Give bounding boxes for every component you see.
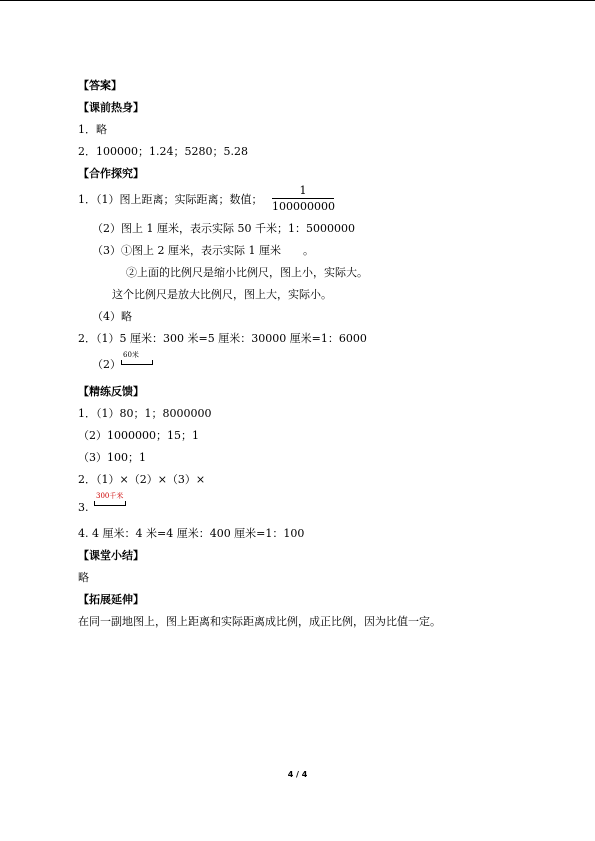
explore-line-6: （4）略 <box>92 310 132 323</box>
fraction-bar <box>272 198 334 199</box>
explore-line-5: 这个比例尺是放大比例尺，图上大，实际小。 <box>112 288 332 301</box>
practice-line-3: （3）100；1 <box>78 451 146 464</box>
heading-practice: 【精练反馈】 <box>78 385 144 398</box>
summary-text: 略 <box>78 571 89 584</box>
explore-line-7: 2．（1）5 厘米：300 米=5 厘米：30000 厘米=1：6000 <box>78 332 367 345</box>
practice-line-5: 3. <box>78 501 89 514</box>
explore-line-1: 1．（1）图上距离；实际距离；数值； <box>78 193 263 206</box>
practice-line-2: （2）1000000；15；1 <box>78 429 199 442</box>
heading-extension: 【拓展延伸】 <box>78 593 144 606</box>
fraction <box>272 184 334 213</box>
practice-line-6: 4. 4 厘米：4 米=4 厘米：400 厘米=1：100 <box>78 527 305 540</box>
practice-line-1: 1．（1）80；1；8000000 <box>78 407 212 420</box>
scale-label-explore: 60米 <box>123 351 139 359</box>
explore-line-4: ②上面的比例尺是缩小比例尺，图上小，实际大。 <box>126 266 368 279</box>
warmup-line-1: 1．略 <box>78 123 107 136</box>
scale-line-explore <box>121 360 153 365</box>
fraction-numerator: 1 <box>299 184 307 197</box>
scale-line-practice <box>94 501 126 506</box>
top-rule <box>0 0 595 1</box>
explore-line-3: （3）①图上 2 厘米，表示实际 1 厘米 。 <box>92 244 314 257</box>
heading-summary: 【课堂小结】 <box>78 549 144 562</box>
scale-label-practice: 300千米 <box>96 492 124 500</box>
fraction-denominator: 100000000 <box>272 200 335 213</box>
explore-line-8: （2） <box>92 358 121 371</box>
heading-answer: 【答案】 <box>78 79 122 92</box>
explore-line-2: （2）图上 1 厘米，表示实际 50 千米；1：5000000 <box>92 222 355 235</box>
page-number: 4 / 4 <box>287 770 308 779</box>
heading-warmup: 【课前热身】 <box>78 101 144 114</box>
practice-line-4: 2．（1）×（2）×（3）× <box>78 473 206 486</box>
extension-text: 在同一副地图上，图上距离和实际距离成比例，成正比例，因为比值一定。 <box>78 615 441 628</box>
heading-explore: 【合作探究】 <box>78 167 144 180</box>
warmup-line-2: 2．100000；1.24；5280；5.28 <box>78 145 248 158</box>
